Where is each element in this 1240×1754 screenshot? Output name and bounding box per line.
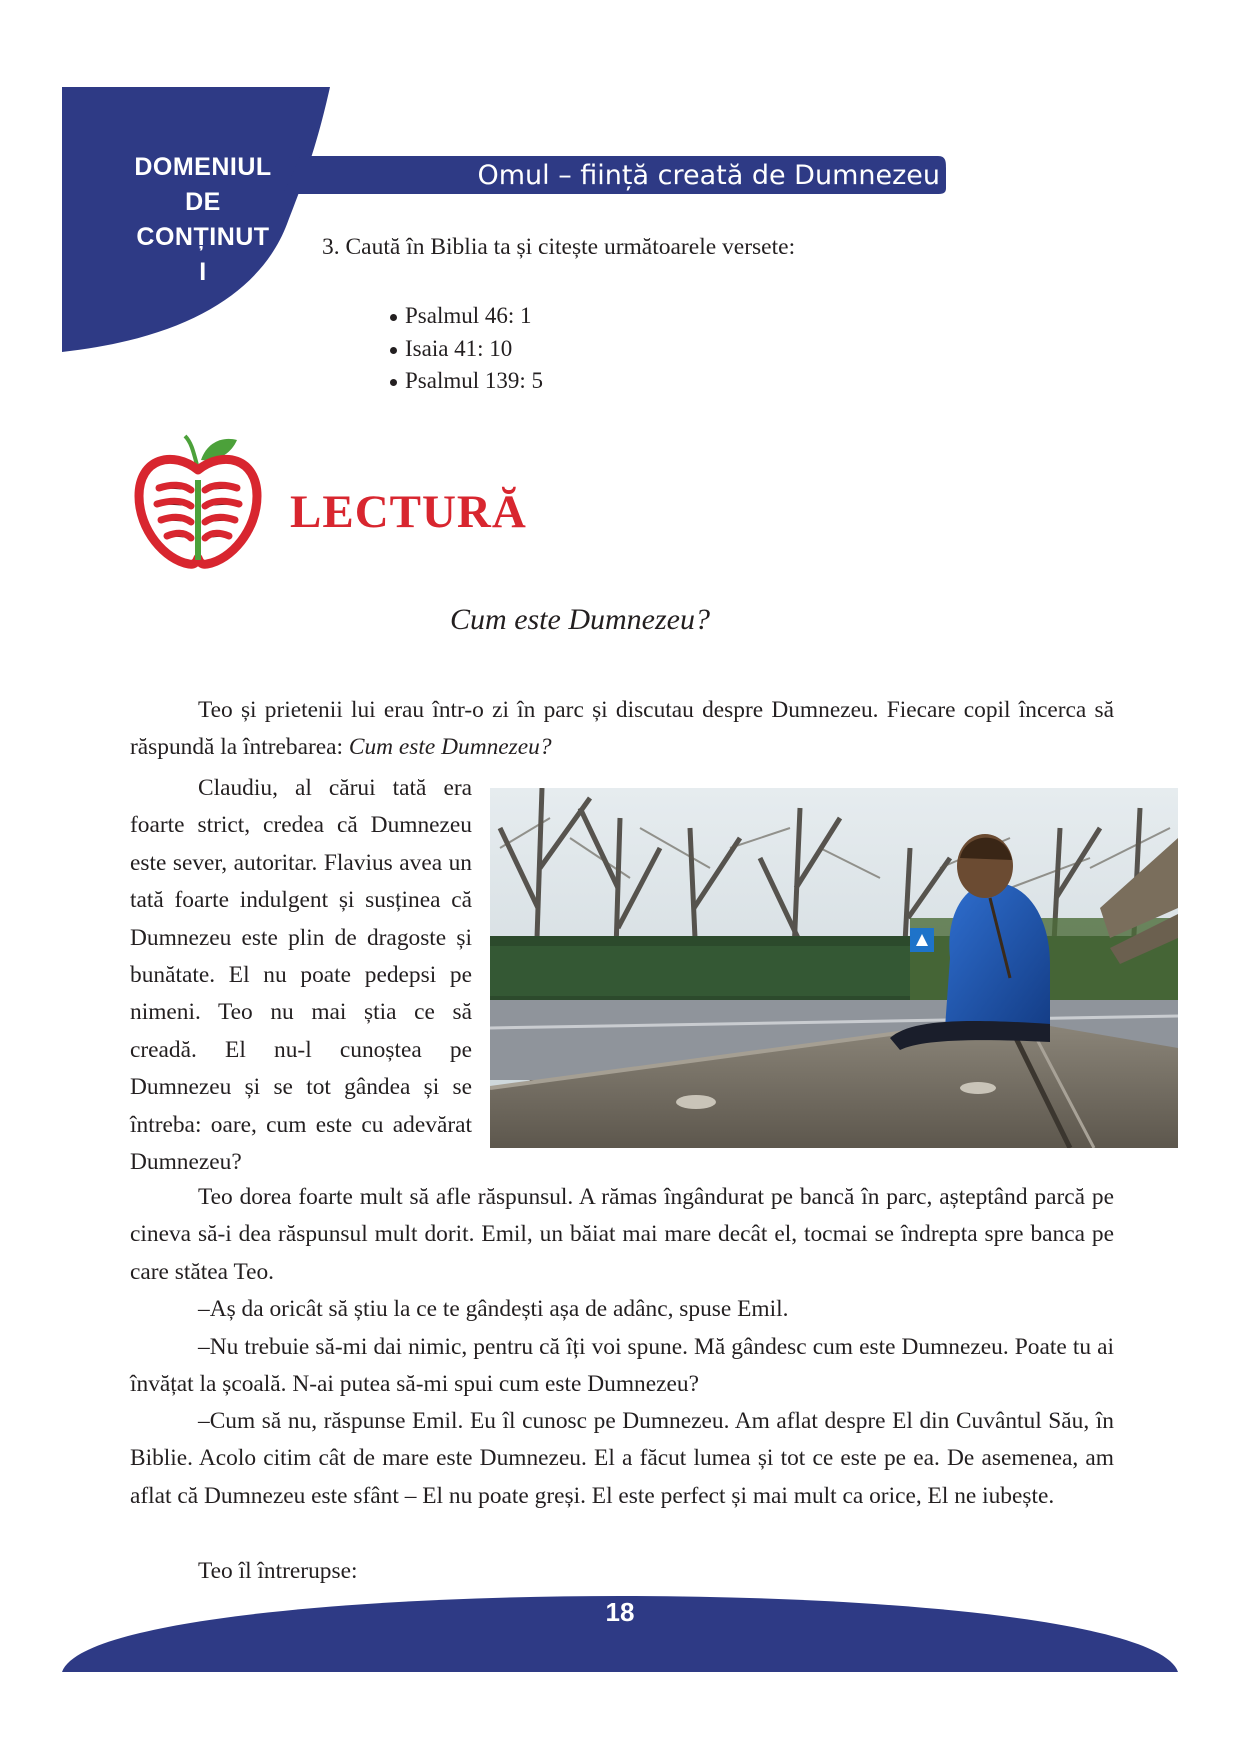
verse-item: Psalmul 139: 5 bbox=[388, 365, 543, 398]
verse-item: Isaia 41: 10 bbox=[388, 333, 543, 366]
exercise-instruction: 3. Caută în Biblia ta și citește următoarele versete: bbox=[322, 234, 796, 260]
story-side-text: Claudiu, al cărui tată era foarte strict, credea că Dumnezeu este sever, autoritar. Flavius avea un tată foarte indulgent și susținea că Dumnezeu este plin de dragoste și bunătate. El nu poate pedepsi pe nimeni. Teo nu mai știa ce să creadă. El nu-l cunoștea pe Dumnezeu și se tot gândea și se întreba: oare, cum este cu adevărat Dumnezeu? bbox=[130, 775, 472, 1176]
story-side-paragraph bbox=[130, 770, 472, 1181]
page-number: 18 bbox=[605, 1597, 635, 1627]
chapter-title: Omul – ființă creată de Dumnezeu bbox=[477, 160, 940, 191]
dialogue-line-3: –Cum să nu, răspunse Emil. Eu îl cunosc pe Dumnezeu. Am aflat despre El din Cuvântul Său, în Biblie. Acolo citim cât de mare este Dumnezeu. El a făcut lumea și tot ce este pe ea. De asemenea, am aflat că Dumnezeu este sfânt – El nu poate greși. El este perfect și mai mult ca orice, El ne iubește. bbox=[130, 1408, 1114, 1509]
domain-label bbox=[118, 150, 288, 290]
verse-item: Psalmul 46: 1 bbox=[388, 300, 543, 333]
domain-label-line: DOMENIUL bbox=[134, 153, 272, 181]
verse-list bbox=[388, 300, 543, 398]
boy-on-bench-photo bbox=[490, 788, 1178, 1148]
lectura-title: LECTURĂ bbox=[290, 486, 527, 538]
domain-label-line: DE bbox=[185, 188, 221, 216]
story-intro-text: Teo și prietenii lui erau într-o zi în parc și discutau despre Dumnezeu. Fiecare copil încerca să răspundă la întrebarea: bbox=[130, 697, 1114, 761]
dialogue-line-1: –Aș da oricât să știu la ce te gândești așa de adânc, spuse Emil. bbox=[198, 1296, 789, 1322]
story-intro-paragraph bbox=[130, 692, 1114, 767]
dialogue-line-2: –Nu trebuie să-mi dai nimic, pentru că îți voi spune. Mă gândesc cum este Dumnezeu. Poate tu ai învățat la școală. N-ai putea să-mi spui cum este Dumnezeu? bbox=[130, 1334, 1114, 1398]
story-paragraph-2: Teo dorea foarte mult să afle răspunsul. A rămas îngândurat pe bancă în parc, așteptând parcă pe cineva să-i dea răspunsul mult dorit. Emil, un băiat mai mare decât el, tocmai se îndrepta spre banca pe care stătea Teo. bbox=[130, 1184, 1114, 1285]
story-intro-question: Cum este Dumnezeu? bbox=[348, 734, 552, 761]
story-title: Cum este Dumnezeu? bbox=[450, 603, 710, 636]
domain-label-line: CONȚINUT bbox=[136, 223, 270, 251]
domain-label-line: I bbox=[199, 258, 207, 286]
closing-line: Teo îl întrerupse: bbox=[198, 1558, 358, 1584]
apple-book-icon bbox=[133, 432, 263, 572]
